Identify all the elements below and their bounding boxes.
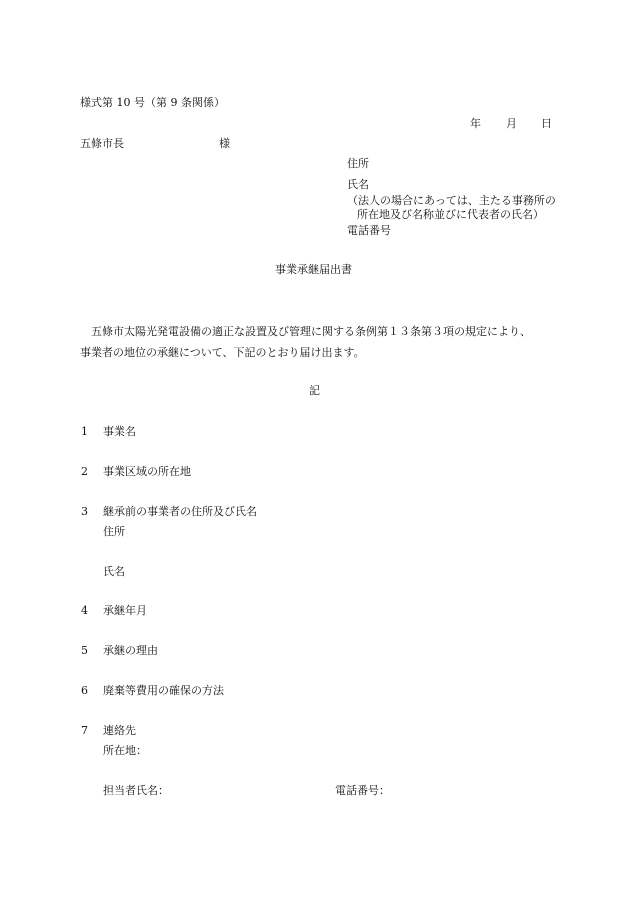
item-label: 連絡先: [103, 724, 136, 737]
item-number: 1: [81, 425, 88, 438]
item-number: 7: [81, 724, 88, 737]
item-number: 2: [81, 465, 88, 478]
date-month: 月: [506, 117, 517, 130]
document-title: 事業承継届出書: [275, 263, 352, 276]
item3-address-label: 住所: [103, 525, 125, 538]
item-label: 事業名: [103, 425, 136, 438]
item-label: 廃棄等費用の確保の方法: [103, 684, 224, 697]
honorific: 様: [219, 137, 230, 150]
contact-location-label: 所在地：: [103, 744, 147, 757]
contact-phone-label: 電話番号：: [335, 784, 390, 797]
item-number: 3: [81, 505, 88, 518]
item-label: 承継の理由: [103, 644, 158, 657]
item-number: 5: [81, 644, 88, 657]
contact-person-label: 担当者氏名：: [103, 784, 169, 797]
ki-heading: 記: [309, 384, 320, 397]
item-label: 承継年月: [103, 604, 147, 617]
form-number: 様式第 10 号（第 9 条関係）: [80, 96, 225, 109]
applicant-address-label: 住所: [347, 157, 369, 170]
item-label: 事業区域の所在地: [103, 465, 191, 478]
applicant-note-line1: （法人の場合にあっては、主たる事務所の: [347, 194, 556, 207]
applicant-note-line2: 所在地及び名称並びに代表者の氏名）: [357, 208, 544, 221]
item-label: 継承前の事業者の住所及び氏名: [103, 505, 257, 518]
body-line-1: 五條市太陽光発電設備の適正な設置及び管理に関する条例第１３条第３項の規定により、: [91, 325, 531, 338]
date-day: 日: [541, 117, 552, 130]
applicant-name-label: 氏名: [347, 178, 369, 191]
item-number: 6: [81, 684, 88, 697]
item-number: 4: [81, 604, 88, 617]
addressee: 五條市長: [80, 137, 124, 150]
item3-name-label: 氏名: [103, 565, 125, 578]
body-line-2: 事業者の地位の承継について、下記のとおり届け出ます。: [80, 346, 365, 359]
date-year: 年: [470, 117, 481, 130]
applicant-phone-label: 電話番号: [347, 224, 391, 237]
